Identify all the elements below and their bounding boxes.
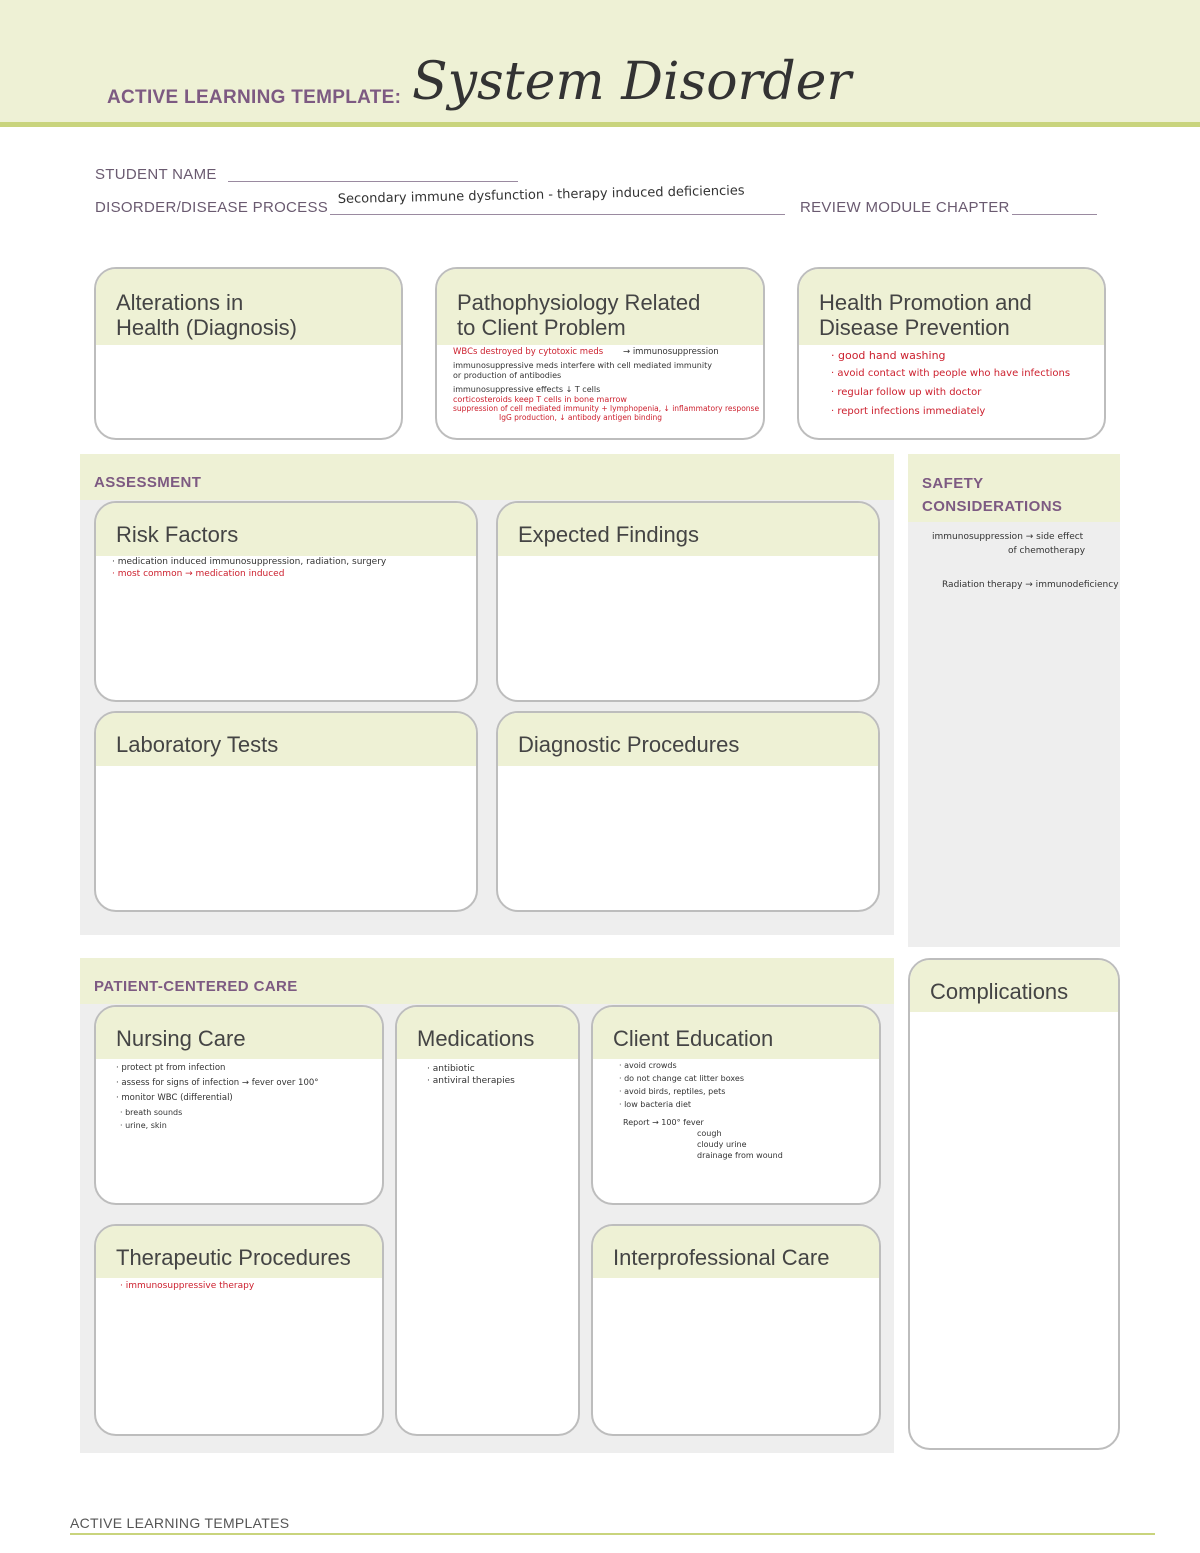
note-line: · medication induced immunosuppression, radiation, surgery [112, 557, 387, 567]
risk-factors-header: Risk Factors [96, 503, 476, 556]
note-line: IgG production, ↓ antibody antigen binding [499, 413, 663, 422]
note-line: · protect pt from infection [116, 1063, 226, 1073]
note-line: suppression of cell mediated immunity + lymphopenia, ↓ inflammatory response [453, 404, 760, 413]
expected-findings-box[interactable] [496, 501, 880, 702]
risk-factors-box[interactable] [94, 501, 478, 702]
client-education-header: Client Education [593, 1007, 879, 1059]
client-education-box[interactable] [591, 1005, 881, 1205]
health-promotion-title-line2: Disease Prevention [819, 315, 1010, 340]
complications-box[interactable] [908, 958, 1120, 1450]
complications-header: Complications [910, 960, 1118, 1012]
medications-header: Medications [397, 1007, 578, 1059]
health-promotion-header [799, 269, 1104, 345]
note-line: immunosuppressive effects ↓ T cells [453, 385, 601, 394]
therapeutic-procedures-header: Therapeutic Procedures [96, 1226, 382, 1278]
disorder-value: Secondary immune dysfunction - therapy induced deficiencies [337, 183, 745, 208]
health-promotion-box[interactable] [797, 267, 1106, 440]
alterations-title-line2: Health (Diagnosis) [116, 315, 297, 340]
note-line: · immunosuppressive therapy [120, 1281, 255, 1291]
pathophysiology-title-line2: to Client Problem [457, 315, 626, 340]
laboratory-tests-box[interactable] [94, 711, 478, 912]
safety-notes [932, 530, 1119, 592]
note-line: · assess for signs of infection → fever over 100° [116, 1078, 319, 1088]
note-line: of chemotherapy [1008, 546, 1086, 556]
pathophysiology-title-line1: Pathophysiology Related [457, 290, 701, 315]
note-line: · avoid crowds [619, 1061, 677, 1070]
review-module-field[interactable] [1012, 214, 1097, 215]
template-label: ACTIVE LEARNING TEMPLATE: [107, 87, 402, 108]
note-line: → immunosuppression [623, 347, 719, 357]
alterations-header [96, 269, 401, 345]
risk-factors-notes [96, 556, 476, 580]
alterations-box[interactable] [94, 267, 403, 440]
note-line: · antibiotic [427, 1064, 475, 1074]
assessment-title: ASSESSMENT [94, 474, 202, 491]
note-line: Report → 100° fever [623, 1118, 704, 1127]
note-line: · breath sounds [120, 1108, 183, 1117]
note-line: immunosuppressive meds interfere with cell mediated immunity [453, 361, 712, 370]
student-name-field[interactable] [228, 181, 518, 182]
disorder-field[interactable] [330, 183, 785, 215]
laboratory-tests-header: Laboratory Tests [96, 713, 476, 766]
note-line: immunosuppression → side effect [932, 532, 1084, 542]
interprofessional-care-header: Interprofessional Care [593, 1226, 879, 1278]
disorder-label: DISORDER/DISEASE PROCESS [95, 199, 329, 216]
student-name-label: STUDENT NAME [95, 166, 217, 183]
note-line: · avoid birds, reptiles, pets [619, 1087, 726, 1096]
expected-findings-header: Expected Findings [498, 503, 878, 556]
therapeutic-procedures-box[interactable] [94, 1224, 384, 1436]
alterations-title-line1: Alterations in [116, 290, 244, 315]
note-line: Radiation therapy → immunodeficiency [942, 580, 1119, 590]
safety-title-line1: SAFETY [922, 475, 984, 492]
pathophysiology-notes [437, 345, 763, 422]
note-line: · antiviral therapies [427, 1076, 515, 1086]
page-title: System Disorder [412, 52, 852, 112]
footer-rule [70, 1533, 1155, 1535]
note-line: cough [697, 1129, 722, 1138]
note-line: · good hand washing [831, 349, 946, 362]
note-line: · urine, skin [120, 1121, 167, 1130]
note-line: · avoid contact with people who have infections [831, 368, 1071, 379]
nursing-care-header: Nursing Care [96, 1007, 382, 1059]
note-line: · regular follow up with doctor [831, 387, 982, 398]
note-line: cloudy urine [697, 1140, 747, 1149]
pathophysiology-header [437, 269, 763, 345]
note-line: · report infections immediately [831, 406, 986, 417]
health-promotion-title-line1: Health Promotion and [819, 290, 1032, 315]
note-line: or production of antibodies [453, 371, 562, 380]
diagnostic-procedures-header: Diagnostic Procedures [498, 713, 878, 766]
nursing-care-notes [96, 1059, 382, 1132]
pathophysiology-box[interactable] [435, 267, 765, 440]
note-line: drainage from wound [697, 1151, 783, 1160]
therapeutic-procedures-notes [96, 1278, 382, 1292]
note-line: WBCs destroyed by cytotoxic meds [453, 347, 604, 357]
assessment-header-band [80, 454, 894, 500]
health-promotion-notes [799, 345, 1104, 421]
client-education-notes [593, 1059, 879, 1161]
interprofessional-care-box[interactable] [591, 1224, 881, 1436]
note-line: · monitor WBC (differential) [116, 1093, 233, 1103]
nursing-care-box[interactable] [94, 1005, 384, 1205]
safety-title-line2: CONSIDERATIONS [922, 498, 1063, 515]
diagnostic-procedures-box[interactable] [496, 711, 880, 912]
note-line: · low bacteria diet [619, 1100, 692, 1109]
note-line: · most common → medication induced [112, 569, 285, 579]
safety-panel[interactable] [908, 454, 1120, 947]
patient-centered-care-title: PATIENT-CENTERED CARE [94, 978, 298, 995]
safety-title [922, 472, 1062, 518]
footer-text: ACTIVE LEARNING TEMPLATES [70, 1515, 290, 1531]
note-line: corticosteroids keep T cells in bone marrow [453, 395, 627, 404]
note-line: · do not change cat litter boxes [619, 1074, 744, 1083]
medications-notes [397, 1059, 578, 1087]
medications-box[interactable] [395, 1005, 580, 1436]
review-module-label: REVIEW MODULE CHAPTER [800, 199, 1010, 216]
header-rule [0, 122, 1200, 127]
